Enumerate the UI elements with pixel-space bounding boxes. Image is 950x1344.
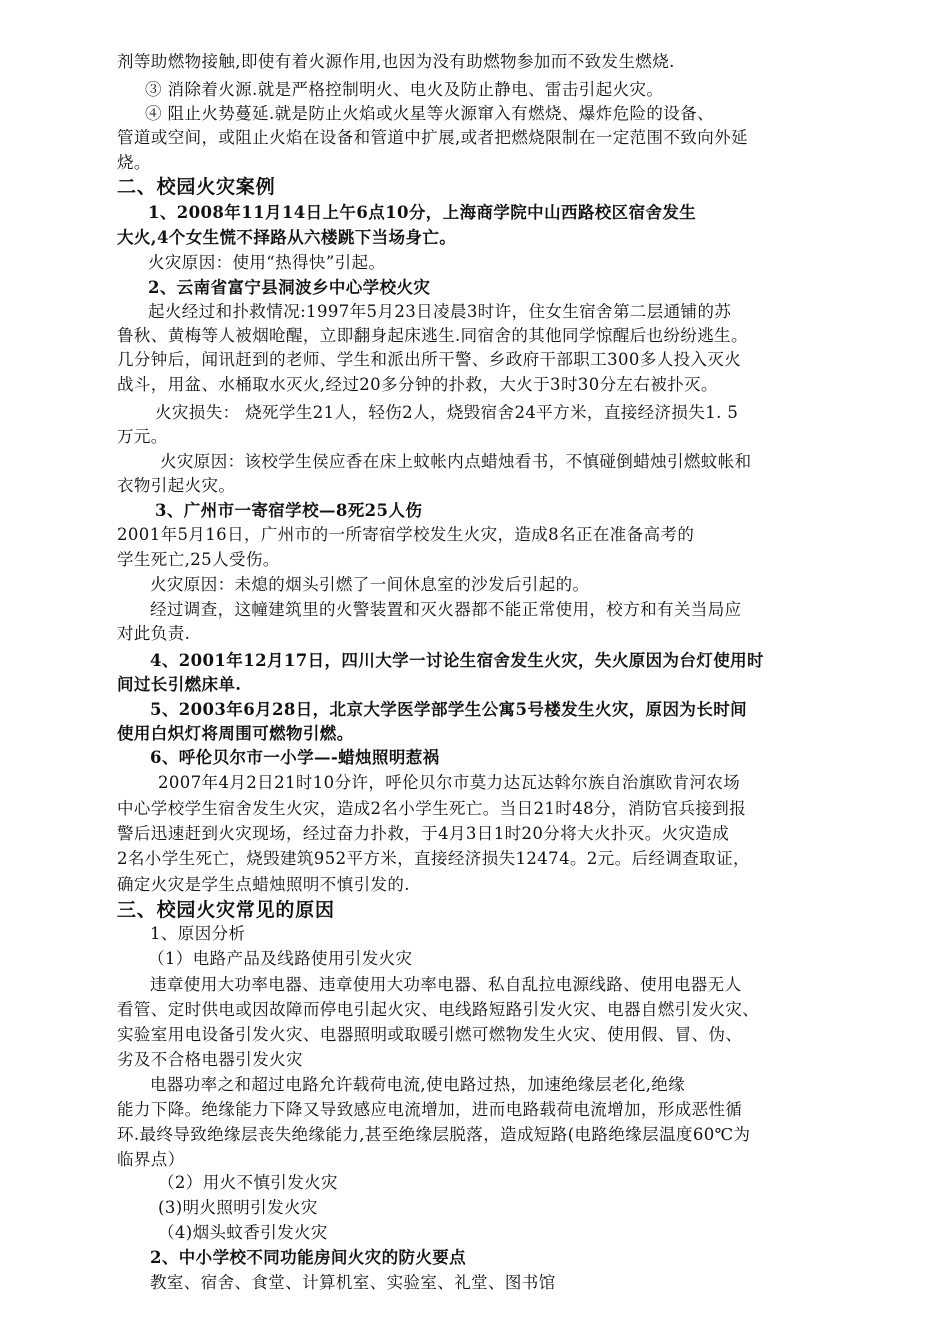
section-heading-2: 二、校园火灾案例 bbox=[117, 176, 276, 198]
case-heading-2: 2、云南省富宁县洞波乡中心学校火灾 bbox=[148, 278, 431, 297]
paragraph-line: 几分钟后，闻讯赶到的老师、学生和派出所干警、乡政府干部职工300多人投入灭火 bbox=[117, 350, 742, 369]
list-item-4: ④ 阻止火势蔓延.就是防止火焰或火星等火源窜入有燃烧、爆炸危险的设备、 bbox=[145, 104, 714, 123]
paragraph-line: 警后迅速赶到火灾现场，经过奋力扑救，于4月3日1时20分将大火扑灭。火灾造成 bbox=[117, 824, 730, 843]
subsection-item-2: （2）用火不慎引发火灾 bbox=[158, 1173, 338, 1192]
paragraph-line: 确定火灾是学生点蜡烛照明不慎引发的. bbox=[117, 875, 410, 894]
case-heading-6: 6、呼伦贝尔市一小学—-蜡烛照明惹祸 bbox=[150, 748, 440, 767]
paragraph-line: 违章使用大功率电器、违章使用大功率电器、私自乱拉电源线路、使用电器无人 bbox=[150, 975, 742, 994]
paragraph-line: 对此负责. bbox=[117, 624, 191, 643]
paragraph-line: 火灾原因：未熄的烟头引燃了一间休息室的沙发后引起的。 bbox=[150, 575, 590, 594]
paragraph-line: 看管、定时供电或因故障而停电引起火灾、电线路短路引发火灾、电器自燃引发火灾、 bbox=[117, 1000, 760, 1019]
section-heading-3: 三、校园火灾常见的原因 bbox=[117, 899, 335, 921]
paragraph-line: 起火经过和扑救情况:1997年5月23日凌晨3时许，住女生宿舍第二层通铺的苏 bbox=[148, 302, 732, 321]
paragraph-line: 2001年5月16日，广州市的一所寄宿学校发生火灾，造成8名正在准备高考的 bbox=[117, 525, 695, 544]
case-heading-5-cont: 使用白炽灯将周围可燃物引燃。 bbox=[117, 724, 354, 743]
paragraph-line: 烧。 bbox=[117, 153, 151, 172]
paragraph-line: 万元。 bbox=[117, 427, 168, 446]
paragraph-line: 衣物引起火灾。 bbox=[117, 476, 236, 495]
paragraph-line: 鲁秋、黄梅等人被烟呛醒，立即翻身起床逃生.同宿舍的其他同学惊醒后也纷纷逃生。 bbox=[117, 326, 748, 345]
paragraph-line: 学生死亡,25人受伤。 bbox=[117, 550, 280, 569]
paragraph-line: 能力下降。绝缘能力下降又导致感应电流增加，进而电路载荷电流增加，形成恶性循 bbox=[117, 1100, 743, 1119]
paragraph-line: 火灾原因：该校学生侯应香在床上蚊帐内点蜡烛看书，不慎碰倒蜡烛引燃蚊帐和 bbox=[160, 452, 752, 471]
case-heading-1-cont: 大火,4个女生慌不择路从六楼跳下当场身亡。 bbox=[117, 228, 457, 247]
paragraph-line: 中心学校学生宿舍发生火灾，造成2名小学生死亡。当日21时48分，消防官兵接到报 bbox=[117, 799, 747, 818]
paragraph-line: 管道或空间，或阻止火焰在设备和管道中扩展,或者把燃烧限制在一定范围不致向外延 bbox=[117, 128, 748, 147]
paragraph-line: 环.最终导致绝缘层丧失绝缘能力,甚至绝缘层脱落，造成短路(电路绝缘层温度60℃为 bbox=[117, 1125, 751, 1144]
case-heading-4: 4、2001年12月17日，四川大学一讨论生宿舍发生火灾，失火原因为台灯使用时 bbox=[150, 651, 764, 670]
paragraph-line: 火灾损失： 烧死学生21人，轻伤2人，烧毁宿舍24平方米，直接经济损失1. 5 bbox=[155, 403, 739, 422]
case-heading-1: 1、2008年11月14日上午6点10分，上海商学院中山西路校区宿舍发生 bbox=[148, 203, 697, 222]
paragraph-line: 剂等助燃物接触,即使有着火源作用,也因为没有助燃物参加而不致发生燃烧. bbox=[117, 52, 675, 71]
case-heading-3: 3、广州市一寄宿学校—8死25人伤 bbox=[155, 501, 423, 520]
paragraph-line: 教室、宿舍、食堂、计算机室、实验室、礼堂、图书馆 bbox=[150, 1273, 556, 1292]
paragraph-line: 经过调查，这幢建筑里的火警装置和灭火器都不能正常使用，校方和有关当局应 bbox=[150, 600, 742, 619]
case-heading-4-cont: 间过长引燃床单. bbox=[117, 675, 242, 694]
paragraph-line: 2名小学生死亡，烧毁建筑952平方米，直接经济损失12474。2元。后经调查取证， bbox=[117, 849, 750, 868]
subsection-item-3: (3)明火照明引发火灾 bbox=[158, 1198, 318, 1217]
paragraph-line: 2007年4月2日21时10分许，呼伦贝尔市莫力达瓦达斡尔族自治旗欧肯河农场 bbox=[158, 773, 741, 792]
paragraph-line: 火灾原因：使用“热得快”引起。 bbox=[148, 253, 386, 272]
subsection-item-1: （1）电路产品及线路使用引发火灾 bbox=[148, 949, 413, 968]
paragraph-line: 战斗，用盆、水桶取水灭火,经过20多分钟的扑救，大火于3时30分左右被扑灭。 bbox=[117, 375, 718, 394]
paragraph-line: 临界点） bbox=[117, 1150, 185, 1169]
subsection-heading-2: 2、中小学校不同功能房间火灾的防火要点 bbox=[150, 1248, 467, 1267]
case-heading-5: 5、2003年6月28日，北京大学医学部学生公寓5号楼发生火灾，原因为长时间 bbox=[150, 700, 748, 719]
subsection-item-4: （4)烟头蚊香引发火灾 bbox=[158, 1223, 328, 1242]
subsection-heading: 1、原因分析 bbox=[150, 924, 246, 943]
paragraph-line: 劣及不合格电器引发火灾 bbox=[117, 1050, 303, 1069]
list-item-3: ③ 消除着火源.就是严格控制明火、电火及防止静电、雷击引起火灾。 bbox=[145, 80, 664, 99]
paragraph-line: 实验室用电设备引发火灾、电器照明或取暖引燃可燃物发生火灾、使用假、冒、伪、 bbox=[117, 1025, 743, 1044]
paragraph-line: 电器功率之和超过电路允许载荷电流,使电路过热，加速绝缘层老化,绝缘 bbox=[150, 1075, 686, 1094]
